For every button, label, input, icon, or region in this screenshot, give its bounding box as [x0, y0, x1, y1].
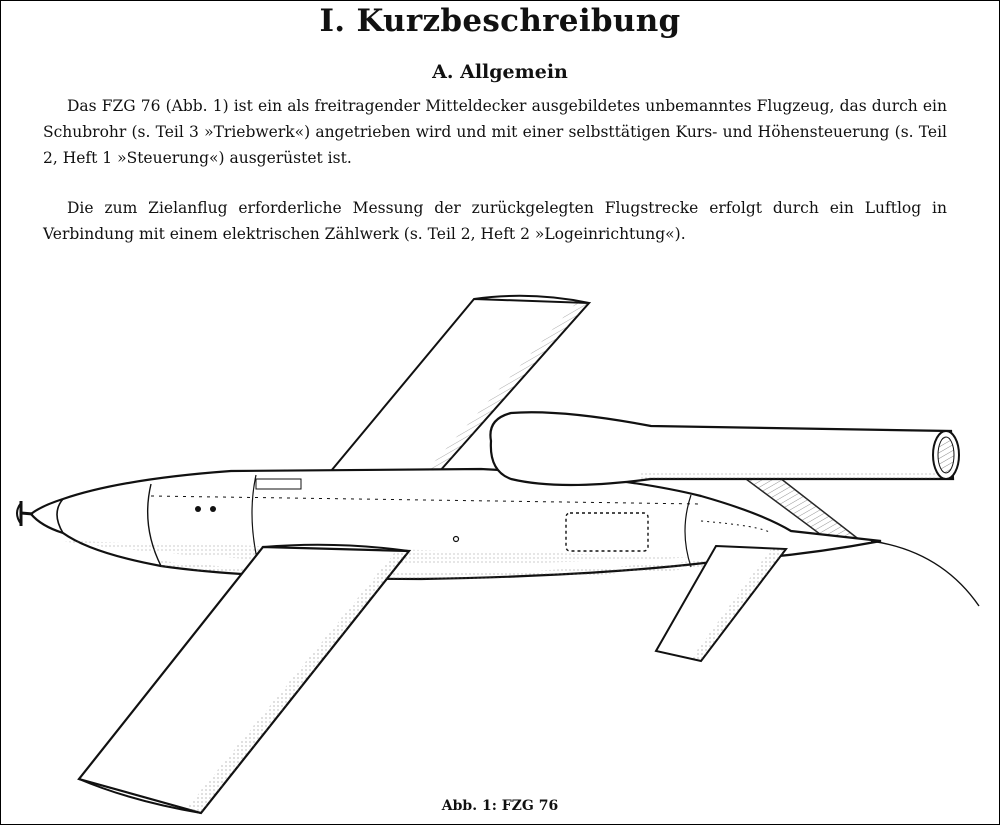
figure-caption: Abb. 1: FZG 76 [441, 798, 559, 814]
trailing-wire [871, 541, 979, 606]
section-heading: A. Allgemein [432, 61, 568, 83]
pulse-jet-tube [490, 412, 959, 485]
body-paragraph-1: Das FZG 76 (Abb. 1) ist ein als freitragender Mitteldecker ausgebildetes unbemanntes Flugzeug, das durch ein Schubrohr (s. Teil 3 »Triebwerk«) angetrieben wird und mit einer selbsttätigen Kurs- und Höhensteuerung (s. Teil 2, Heft 1 »Steuerung«) ausgerüstet ist. [43, 97, 947, 167]
page-title: I. Kurzbeschreibung [319, 3, 681, 39]
lower-wing [79, 545, 409, 813]
fzg76-illustration [1, 1, 999, 824]
nose-propeller [17, 501, 33, 526]
body-paragraph-2: Die zum Zielanflug erforderliche Messung der zurückgelegten Flugstrecke erfolgt durch ein Luftlog in Verbindung mit einem elektrischen Zählwerk (s. Teil 2, Heft 2 »Logeinrichtung«). [43, 199, 947, 243]
